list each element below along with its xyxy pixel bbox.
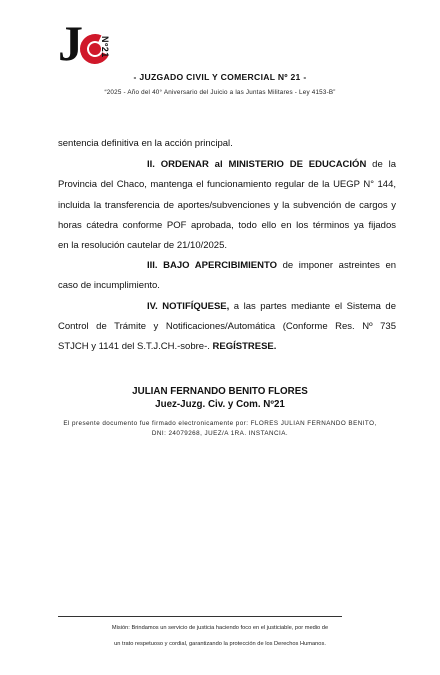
body-line: sentencia definitiva en la acción principal. xyxy=(58,138,233,149)
body-line: incluida la transferencia de aportes/subvenciones y la subvención de cargos y xyxy=(58,200,396,211)
body-text: a las partes mediante el Sistema de xyxy=(233,301,397,312)
court-name: - JUZGADO CIVIL Y COMERCIAL Nº 21 - xyxy=(133,72,307,82)
footer-divider xyxy=(58,616,342,617)
body-text: de la xyxy=(372,159,396,170)
body-line: en la resolución cautelar de 21/10/2025. xyxy=(58,240,228,251)
body-text: de imponer astreintes en xyxy=(282,260,397,271)
logo-letter-j: J xyxy=(58,15,83,71)
body-line-last xyxy=(58,341,276,352)
paragraph-iv-first-line xyxy=(147,301,396,312)
signer-name: JULIAN FERNANDO BENITO FLORES xyxy=(132,386,308,397)
e-signature-line-1: El presente documento fue firmado electronicamente por: FLORES JULIAN FERNANDO BENITO, xyxy=(63,420,377,427)
court-logo xyxy=(54,15,128,76)
body-text: STJCH y 1141 del S.T.J.CH.-sobre-. xyxy=(58,341,210,352)
body-line: Provincia del Chaco, mantenga el funcionamiento regular de la UEGP N° 144, xyxy=(58,179,396,190)
logo-number: Nº21 xyxy=(100,36,110,58)
registrese: REGÍSTRESE. xyxy=(212,341,277,352)
mission-line-2: un trato respetuoso y cordial, garantizando la protección de los Derechos Humanos. xyxy=(114,641,326,647)
ordenar-lead: II. ORDENAR al MINISTERIO DE EDUCACIÓN xyxy=(147,159,367,170)
paragraph-iii-first-line xyxy=(147,260,396,271)
paragraph-ii-first-line xyxy=(147,159,396,170)
notifiquese-lead: IV. NOTIFÍQUESE, xyxy=(147,301,230,312)
mission-line-1: Misión: Brindamos un servicio de justicia haciendo foco en el justiciable, por medio de xyxy=(111,625,329,631)
body-line: Control de Trámite y Notificaciones/Automática (Conforme Res. Nº 735 xyxy=(58,321,396,332)
e-signature-line-2: DNI: 24079268, JUEZ/A 1RA. INSTANCIA. xyxy=(151,430,289,437)
year-motto: “2025 - Año del 40° Aniversario del Juicio a las Juntas Militares - Ley 4153-B” xyxy=(104,89,336,96)
apercibimiento-lead: III. BAJO APERCIBIMIENTO xyxy=(147,260,277,271)
signer-title: Juez-Juzg. Civ. y Com. Nº21 xyxy=(155,399,285,410)
body-line: horas cátedra conforme POF aprobada, todo ello en los términos ya fijados xyxy=(58,220,396,231)
body-line: caso de incumplimiento. xyxy=(58,280,160,291)
